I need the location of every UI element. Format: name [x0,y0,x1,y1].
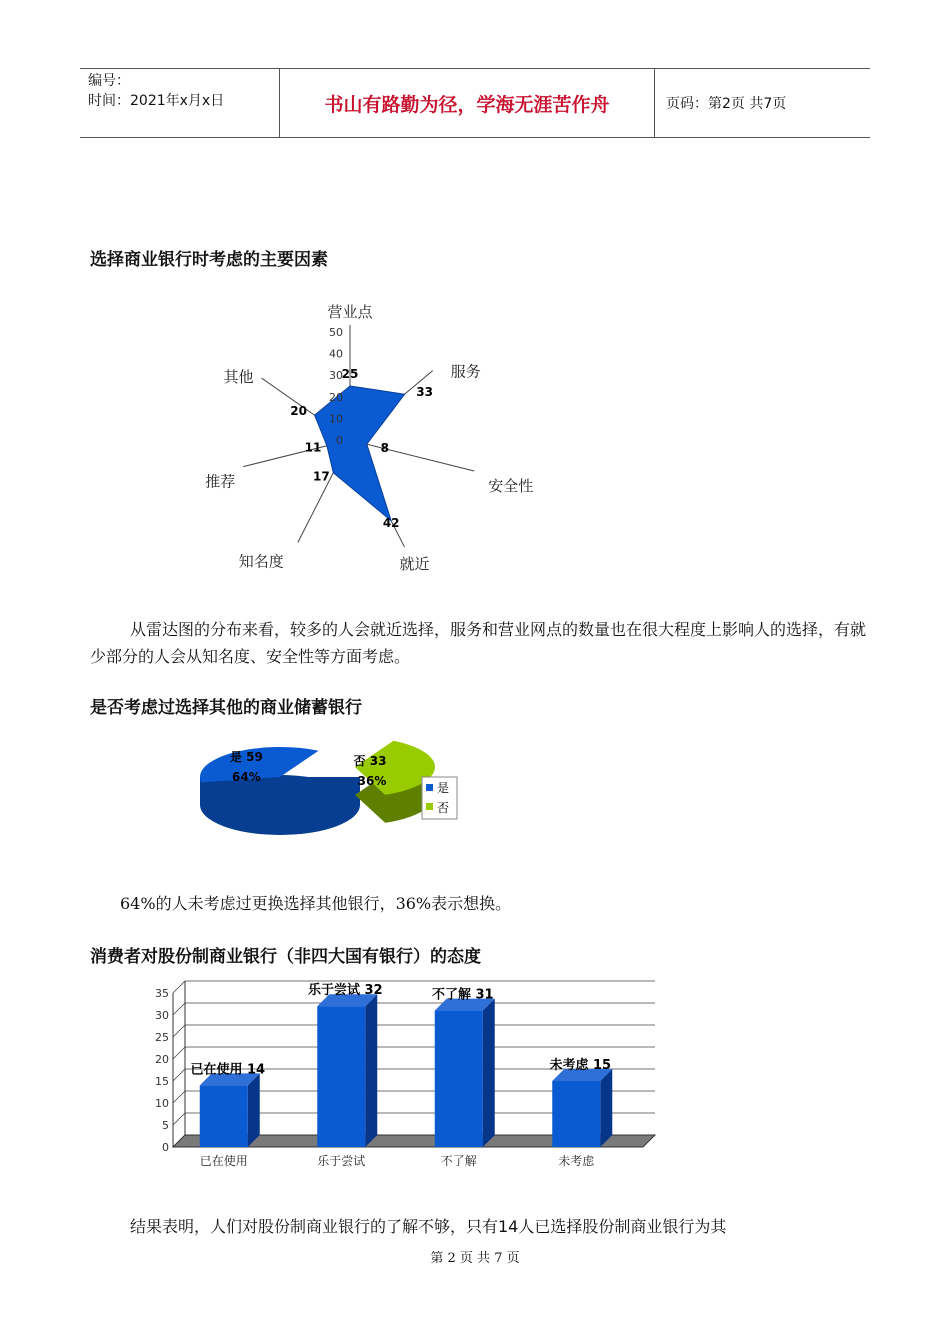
radar-tick-label: 40 [329,347,343,361]
radar-value-label: 8 [380,441,389,456]
radar-category-label: 推荐 [205,472,236,491]
bar-value-label: 乐于尝试 32 [307,983,383,999]
header-page-info: 页码：第2页 共7页 [666,96,787,112]
bar-value-label: 不了解 31 [431,987,494,1003]
paragraph-factors: 从雷达图的分布来看，较多的人会就近选择，服务和营业网点的数量也在很大程度上影响人的选择，有就少部分的人会从知名度、安全性等方面考虑。 [90,620,867,666]
section-title-attitude: 消费者对股份制商业银行（非四大国有银行）的态度 [90,947,481,967]
paragraph-switch: 64%的人未考虑过更换选择其他银行，36%表示想换。 [120,894,512,913]
bar-category-label: 不了解 [440,1154,477,1168]
bar-tick-label: 0 [162,1141,169,1154]
bar-grid-diagonal [173,1025,185,1037]
document-header [80,68,870,138]
code-label: 编号： [88,73,130,89]
page-footer: 第 2 页 共 7 页 [430,1251,520,1266]
radar-category-label: 知名度 [238,552,284,571]
header-meta [80,69,280,137]
pie-legend-label-yes: 是 [437,781,450,795]
bar-side [600,1069,612,1147]
bar [317,1006,365,1147]
radar-category-label: 服务 [450,362,481,381]
radar-value-label: 42 [382,515,400,530]
bar-tick-label: 15 [155,1075,169,1088]
bar-grid-diagonal [173,1113,185,1125]
radar-category-label: 就近 [399,554,430,573]
bar-tick-label: 20 [155,1053,169,1066]
bar-chart [135,975,680,1175]
radar-tick-label: 30 [329,369,343,383]
bar-side [483,999,495,1147]
pie-chart [160,735,470,845]
bar-value-label: 已在使用 14 [190,1062,266,1078]
radar-tick-label: 50 [329,326,343,339]
radar-tick-label: 20 [329,390,343,404]
bar-grid-diagonal [173,1047,185,1059]
radar-value-label: 25 [341,367,359,381]
pie-legend-swatch-yes [426,784,433,791]
pie-percent-yes: 64% [232,770,261,784]
bar-category-label: 乐于尝试 [317,1154,366,1168]
paragraph-attitude: 结果表明，人们对股份制商业银行的了解不够，只有14人已选择股份制商业银行为其 [130,1217,727,1236]
radar-value-label: 17 [312,469,330,484]
radar-chart [170,290,550,573]
pie-legend-swatch-no [426,803,433,810]
radar-value-label: 11 [304,440,322,455]
pie-legend-label-no: 否 [437,801,450,815]
time-label: 时间：2021年x月x日 [88,93,225,109]
radar-category-label: 营业点 [327,303,373,321]
section-title-switch: 是否考虑过选择其他的商业储蓄银行 [90,698,362,718]
radar-tick-label: 10 [329,412,343,426]
bar-grid-diagonal [173,1003,185,1015]
bar-tick-label: 25 [155,1031,169,1044]
bar [552,1081,600,1147]
bar-grid-diagonal [173,1091,185,1103]
bar-category-label: 未考虑 [558,1154,595,1168]
radar-value-label: 20 [290,404,307,419]
bar [435,1011,483,1147]
bar [200,1085,248,1147]
bar-grid-diagonal [173,1069,185,1081]
pie-label-no: 否 33 [353,754,387,768]
bar-tick-label: 35 [155,987,169,1000]
pie-slice-wall [200,777,360,805]
bar-side [248,1073,260,1147]
radar-category-label: 安全性 [488,476,534,495]
bar-value-label: 未考虑 15 [549,1058,612,1073]
bar-category-label: 已在使用 [199,1154,248,1168]
header-motto: 书山有路勤为径，学海无涯苦作舟 [280,69,655,137]
bar-side [365,994,377,1147]
bar-tick-label: 10 [155,1097,169,1110]
bar-tick-label: 30 [155,1009,169,1022]
bar-tick-label: 5 [162,1119,169,1132]
radar-value-label: 33 [416,385,433,400]
section-title-factors: 选择商业银行时考虑的主要因素 [90,250,328,270]
pie-label-yes: 是 59 [230,750,263,764]
radar-tick-label: 0 [336,434,343,447]
pie-percent-no: 36% [357,774,387,788]
radar-category-label: 其他 [223,368,254,387]
bar-grid-diagonal [173,981,185,993]
